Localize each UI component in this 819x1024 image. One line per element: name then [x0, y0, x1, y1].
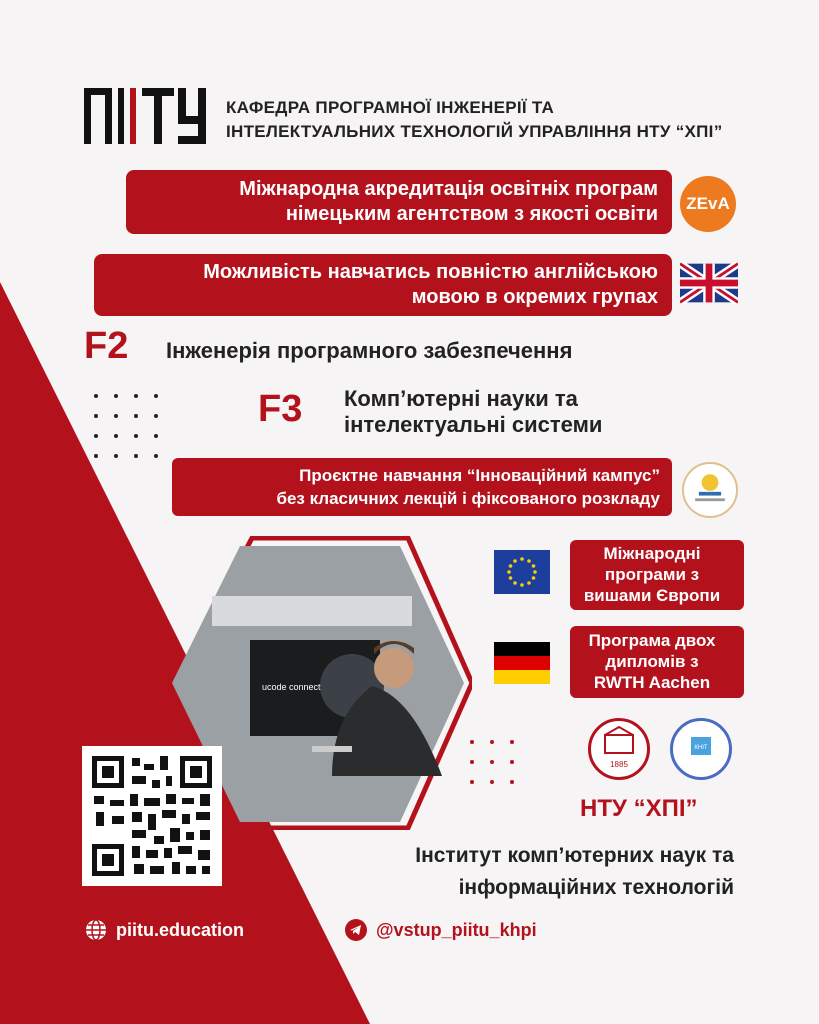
accreditation-line-1: Міжнародна акредитація освітніх програм	[239, 178, 658, 200]
monitor-text: ucode connect	[262, 682, 321, 692]
f2-code: F2	[84, 325, 129, 367]
project-line-2: без класичних лекцій і фіксованого розкладу	[276, 489, 660, 508]
institute-line-2: інформаційних технологій	[458, 876, 734, 899]
department-title	[226, 96, 723, 144]
telegram-link[interactable]	[344, 918, 537, 942]
accreditation-line-2: німецьким агентством з якості освіти	[285, 203, 658, 225]
dots-decoration-left	[94, 394, 174, 474]
globe-icon	[84, 918, 108, 942]
dd-line-2: дипломів з	[605, 652, 699, 671]
seal-year: 1885	[610, 760, 628, 769]
dd-line-1: Програма двох	[588, 631, 716, 650]
department-line-1: КАФЕДРА ПРОГРАМНОЇ ІНЖЕНЕРІЇ ТА	[226, 98, 555, 117]
svg-text:КНІТ: КНІТ	[694, 745, 708, 751]
eu-line-3: вишами Європи	[583, 586, 721, 605]
f3-title	[344, 386, 602, 438]
eu-programs-banner	[570, 540, 744, 610]
department-line-2: ІНТЕЛЕКТУАЛЬНИХ ТЕХНОЛОГІЙ УПРАВЛІННЯ НТУ “ХПІ”	[226, 122, 723, 141]
f3-title-line-2: інтелектуальні системи	[344, 412, 603, 437]
english-line-1: Можливість навчатись повністю англійською	[203, 261, 658, 283]
zeva-logo: ZEvA	[680, 176, 736, 232]
double-diploma-banner	[570, 626, 744, 698]
piitu-logo	[84, 84, 206, 148]
english-line-2: мовою в окремих групах	[411, 286, 658, 308]
institute-name	[400, 840, 734, 904]
dots-decoration-right	[470, 740, 530, 800]
website-text: piitu.education	[116, 919, 244, 940]
accreditation-banner	[126, 170, 672, 234]
telegram-icon	[344, 918, 368, 942]
germany-flag-icon	[494, 642, 550, 684]
project-line-1: Проєктне навчання “Інноваційний кампус”	[299, 466, 660, 485]
telegram-text: @vstup_piitu_khpi	[376, 919, 537, 940]
project-learning-banner	[172, 458, 672, 516]
f3-title-line-1: Комп’ютерні науки та	[344, 386, 578, 411]
dd-line-3: RWTH Aachen	[593, 673, 711, 692]
eu-flag-icon	[494, 550, 550, 594]
institute-seal-icon	[670, 718, 732, 780]
eu-line-1: Міжнародні	[603, 544, 701, 563]
institute-line-1: Інститут комп’ютерних наук та	[415, 844, 734, 867]
eu-line-2: програми з	[604, 565, 700, 584]
f3-code: F3	[258, 388, 303, 430]
innovation-campus-badge-icon	[682, 462, 738, 518]
qr-code[interactable]	[82, 746, 222, 886]
english-banner	[94, 254, 672, 316]
f2-title: Інженерія програмного забезпечення	[166, 338, 573, 363]
uk-flag-icon	[680, 262, 738, 304]
ntu-khpi-seal-icon	[588, 718, 650, 780]
university-name: НТУ “ХПІ”	[580, 795, 698, 822]
website-link[interactable]	[84, 918, 244, 942]
